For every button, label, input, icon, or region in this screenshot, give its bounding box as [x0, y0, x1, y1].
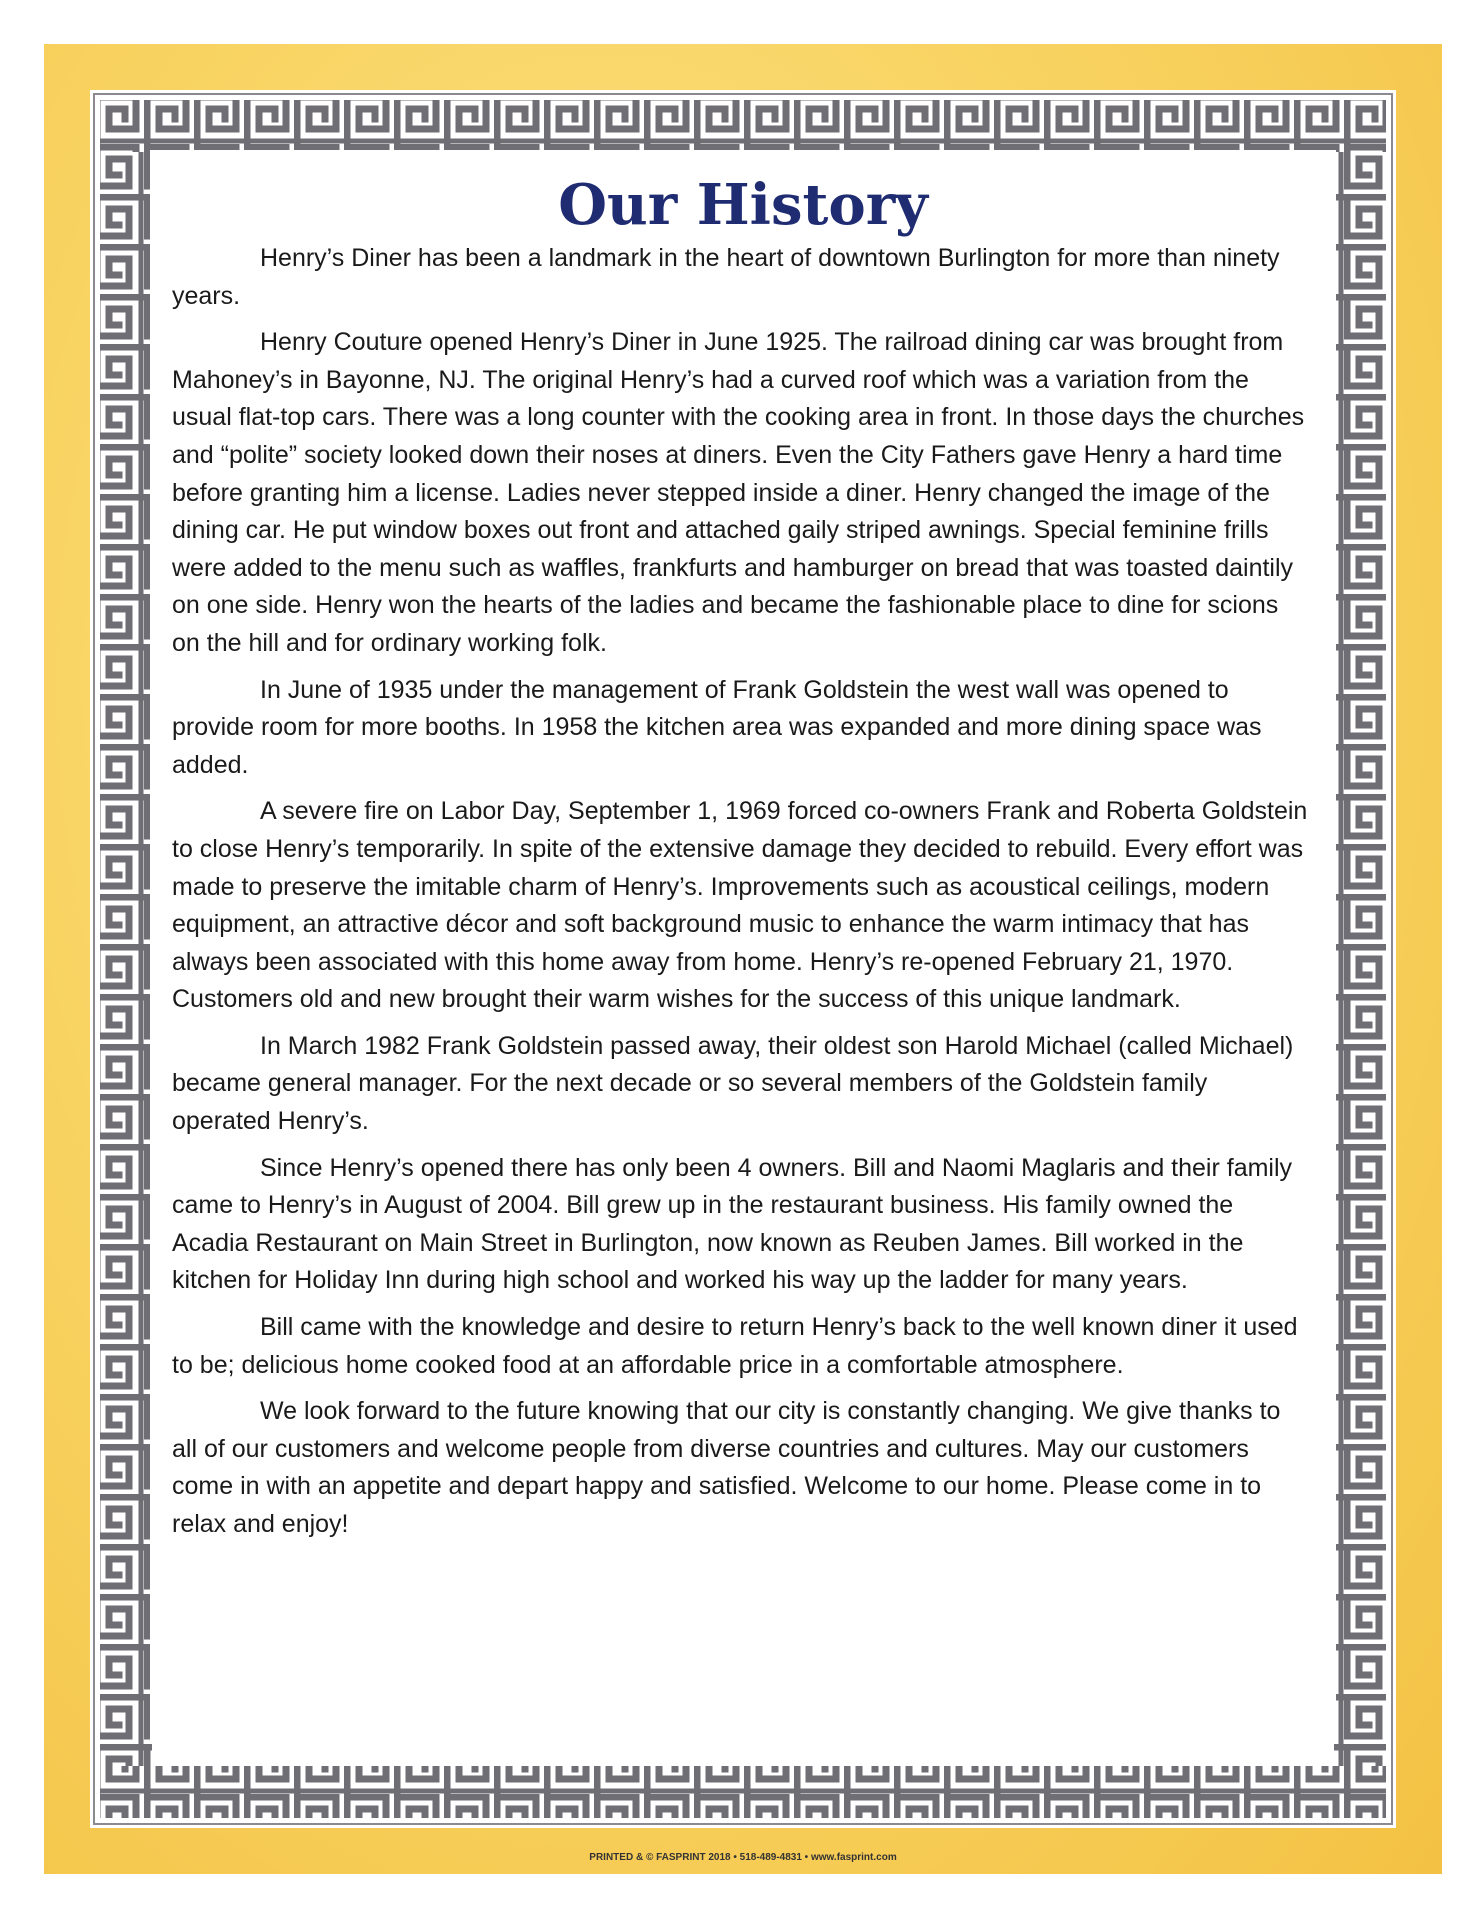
border-right: [1334, 152, 1386, 1766]
border-left: [100, 152, 152, 1766]
page-title: Our History: [558, 172, 928, 238]
paragraph-bill: Bill came with the knowledge and desire to return Henry’s back to the well known diner it used to be; delicious home cooked food at an affordable price in a comfortable atmosphere.: [172, 1313, 1298, 1379]
printer-credit: PRINTED & © FASPRINT 2018 • 518-489-4831 • www.fasprint.com: [589, 1852, 897, 1863]
paragraph-1935: In June of 1935 under the management of Frank Goldstein the west wall was opened to provide room for more booths. In 1958 the kitchen area was expanded and more dining space was added.: [172, 675, 1262, 779]
border-top: [100, 100, 1386, 152]
border-bottom: [100, 1766, 1386, 1818]
paragraph-1969-fire: A severe fire on Labor Day, September 1, 1969 forced co-owners Frank and Roberta Goldstein to close Henry’s temporarily. In spite of the extensive damage they decided to rebuild. Every effort was made to preserve the imitable charm of Henry’s. Improvements such as acoustical ceilings, modern equipment, an attractive décor and soft background music to enhance the warm intimacy that has always been associated with this home away from home. Henry’s re-opened February 21, 1970. Customers old and new brought their warm wishes for the success of this unique landmark.: [172, 797, 1308, 1014]
history-text: [172, 240, 1312, 1553]
paragraph-future: We look forward to the future knowing that our city is constantly changing. We give thanks to all of our customers and welcome people from diverse countries and cultures. May our customers come in with an appetite and depart happy and satisfied. Welcome to our home. Please come in to relax and enjoy!: [172, 1397, 1281, 1538]
paragraph-1925: Henry Couture opened Henry’s Diner in June 1925. The railroad dining car was brought from Mahoney’s in Bayonne, NJ. The original Henry’s had a curved roof which was a variation from the usual flat-top cars. There was a long counter with the cooking area in front. In those days the churches and “polite” society looked down their noses at diners. Even the City Fathers gave Henry a hard time before granting him a license. Ladies never stepped inside a diner. Henry changed the image of the dining car. He put window boxes out front and attached gaily striped awnings. Special feminine frills were added to the menu such as waffles, frankfurts and hamburger on bread that was toasted daintily on one side. Henry won the hearts of the ladies and became the fashionable place to dine for scions on the hill and for ordinary working folk.: [172, 328, 1305, 657]
paragraph-owners: Since Henry’s opened there has only been 4 owners. Bill and Naomi Maglaris and their family came to Henry’s in August of 2004. Bill grew up in the restaurant business. His family owned the Acadia Restaurant on Main Street in Burlington, now known as Reuben James. Bill worked in the kitchen for Holiday Inn during high school and worked his way up the ladder for many years.: [172, 1153, 1293, 1295]
paragraph-intro: Henry’s Diner has been a landmark in the heart of downtown Burlington for more than ninety years.: [172, 244, 1280, 310]
paragraph-1982: In March 1982 Frank Goldstein passed away, their oldest son Harold Michael (called Michael) became general manager. For the next decade or so several members of the Goldstein family operated Henry’s.: [172, 1031, 1294, 1136]
